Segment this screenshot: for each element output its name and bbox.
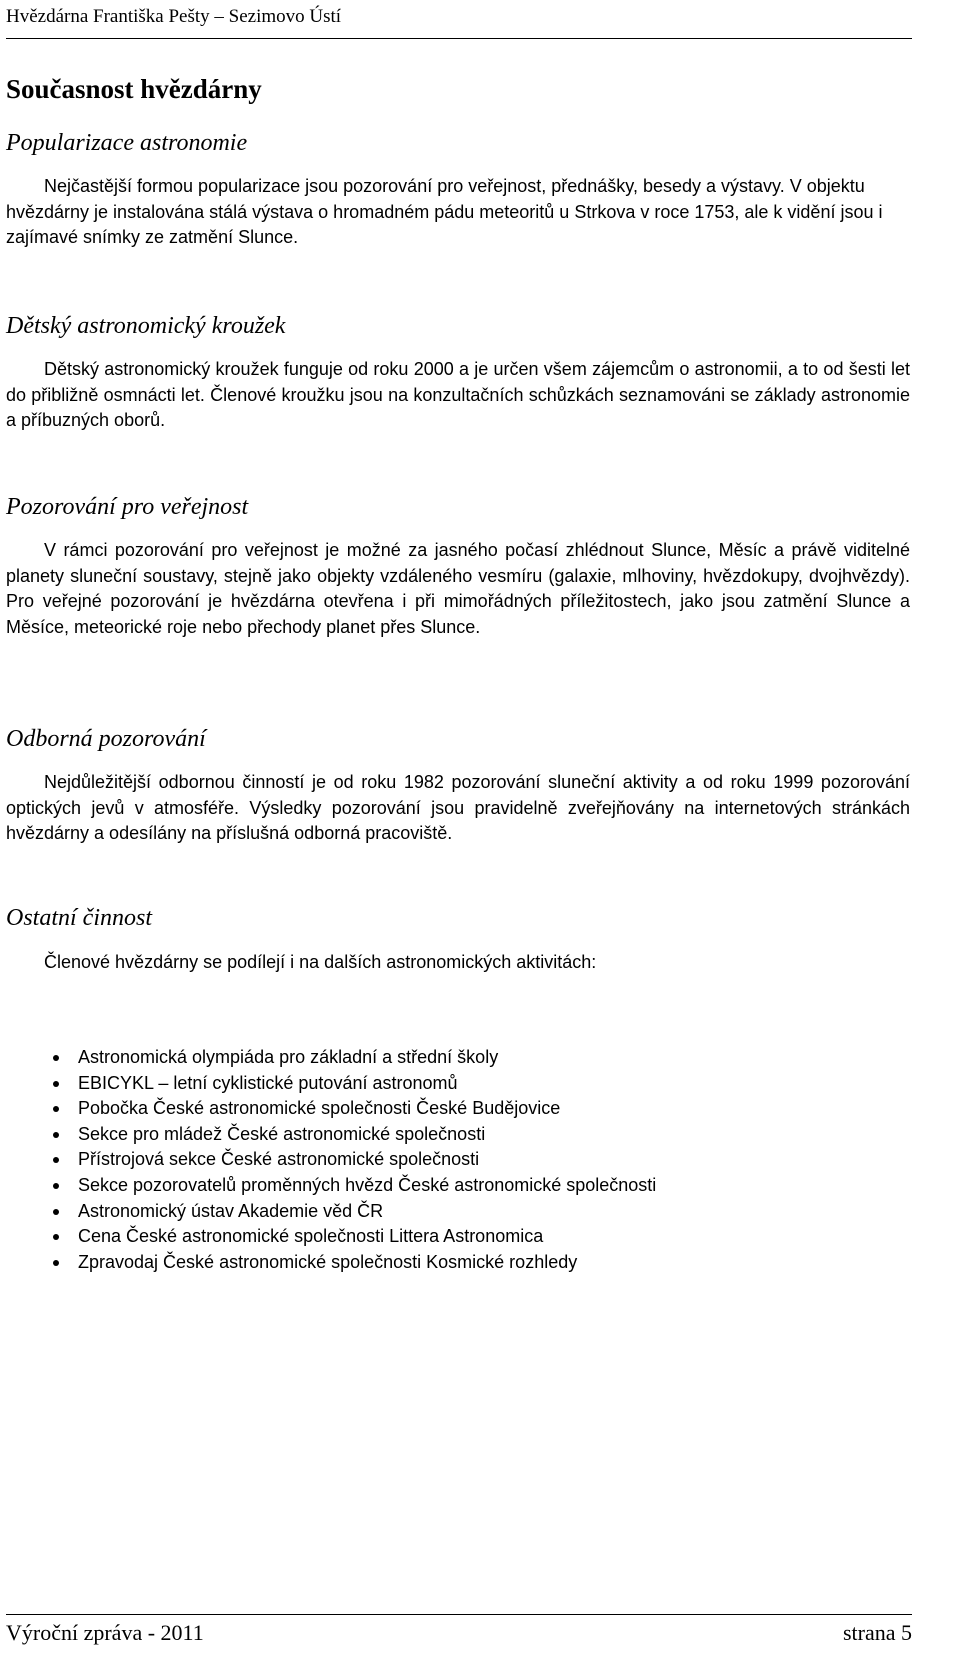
page-title: Současnost hvězdárny	[6, 74, 262, 104]
footer-report-title: Výroční zpráva - 2011	[6, 1620, 204, 1645]
page-header	[6, 4, 912, 39]
section-title-ostatni: Ostatní činnost	[6, 905, 153, 931]
list-item: Astronomická olympiáda pro základní a střední školy	[78, 1045, 656, 1071]
section-text-krouzek: Dětský astronomický kroužek funguje od roku 2000 a je určen všem zájemcům o astronomii, a to od šesti let do přibližně osmnácti let. Členové kroužku jsou na konzultačních schůzkách seznamováni se základy astronomie a příbuzných oborů.	[6, 359, 910, 431]
list-item: Přístrojová sekce České astronomické společnosti	[78, 1147, 656, 1173]
list-item: Pobočka České astronomické společnosti České Budějovice	[78, 1096, 656, 1122]
section-title-krouzek: Dětský astronomický kroužek	[6, 313, 286, 339]
section-title-odborna: Odborná pozorování	[6, 726, 206, 752]
list-item: EBICYKL – letní cyklistické putování astronomů	[78, 1071, 656, 1097]
header-title: Hvězdárna Františka Pešty – Sezimovo Ústí	[6, 6, 342, 27]
section-text-popularizace: Nejčastější formou popularizace jsou pozorování pro veřejnost, přednášky, besedy a výstavy. V objektu hvězdárny je instalována stálá výstava o hromadném pádu meteoritů u Strkova v roce 1753, ale k vidění jsou i zajímavé snímky ze zatmění Slunce.	[6, 176, 883, 248]
list-item: Sekce pro mládež České astronomické společnosti	[78, 1122, 656, 1148]
list-item: Zpravodaj České astronomické společnosti Kosmické rozhledy	[78, 1250, 656, 1276]
section-text-verejnost: V rámci pozorování pro veřejnost je možné za jasného počasí zhlédnout Slunce, Měsíc a právě viditelné planety sluneční soustavy, stejně jako objekty vzdáleného vesmíru (galaxie, mlhoviny, hvězdokupy, dvojhvězdy). Pro veřejné pozorování je hvězdárna otevřena i při mimořádných příležitostech, jako jsou zatmění Slunce a Měsíce, meteorické roje nebo přechody planet přes Slunce.	[6, 540, 910, 637]
page-footer	[6, 1614, 912, 1649]
activities-list	[78, 1045, 656, 1275]
section-text-odborna: Nejdůležitější odbornou činností je od roku 1982 pozorování sluneční aktivity a od roku 1999 pozorování optických jevů v atmosféře. Výsledky pozorování jsou pravidelně zveřejňovány na internetových stránkách hvězdárny a odesílány na příslušná odborná pracoviště.	[6, 772, 910, 844]
list-item: Sekce pozorovatelů proměnných hvězd České astronomické společnosti	[78, 1173, 656, 1199]
list-item: Cena České astronomické společnosti Littera Astronomica	[78, 1224, 656, 1250]
section-title-verejnost: Pozorování pro veřejnost	[6, 494, 249, 520]
section-title-popularizace: Popularizace astronomie	[6, 130, 248, 156]
list-item: Astronomický ústav Akademie věd ČR	[78, 1199, 656, 1225]
section-intro-ostatni: Členové hvězdárny se podílejí i na dalších astronomických aktivitách:	[44, 952, 597, 972]
page-number: strana 5	[842, 1620, 912, 1645]
